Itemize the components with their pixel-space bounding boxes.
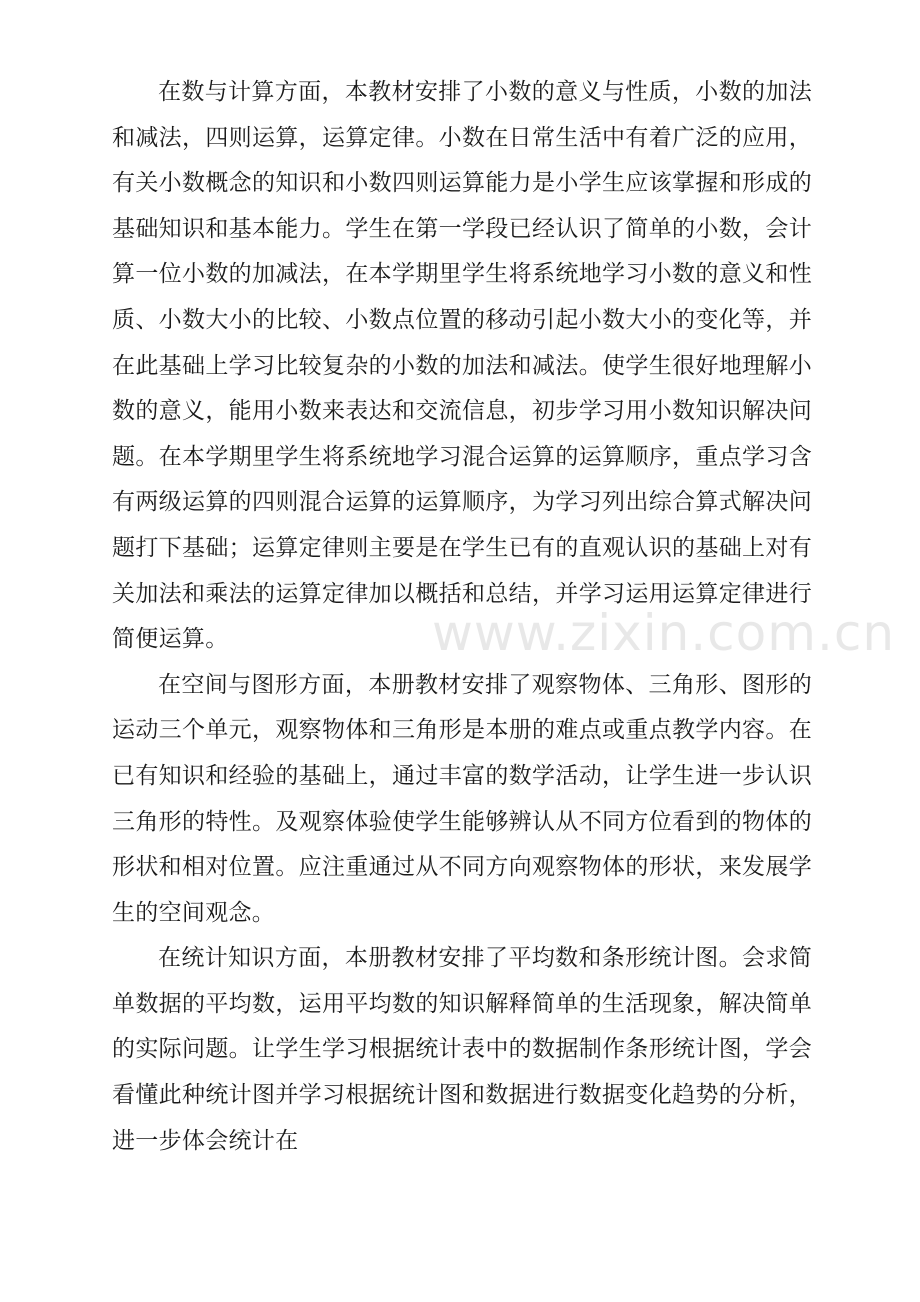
paragraph-space-and-shapes: 在空间与图形方面，本册教材安排了观察物体、三角形、图形的运动三个单元，观察物体和三角形是本册的难点或重点教学内容。在已有知识和经验的基础上，通过丰富的数学活动，让学生进一步认识三角形的特性。及观察体验使学生能够辨认从不同方位看到的物体的形状和相对位置。应注重通过从不同方向观察物体的形状，来发展学生的空间观念。 bbox=[112, 671, 812, 926]
document-body bbox=[112, 70, 812, 1164]
paragraph-statistics: 在统计知识方面，本册教材安排了平均数和条形统计图。会求简单数据的平均数，运用平均数的知识解释简单的生活现象，解决简单的实际问题。让学生学习根据统计表中的数据制作条形统计图，学会看懂此种统计图并学习根据统计图和数据进行数据变化趋势的分析，进一步体会统计在 bbox=[112, 945, 812, 1154]
paragraph-numbers-and-calculation: 在数与计算方面，本教材安排了小数的意义与性质，小数的加法和减法，四则运算，运算定律。小数在日常生活中有着广泛的应用，有关小数概念的知识和小数四则运算能力是小学生应该掌握和形成的基础知识和基本能力。学生在第一学段已经认识了简单的小数，会计算一位小数的加减法，在本学期里学生将系统地学习小数的意义和性质、小数大小的比较、小数点位置的移动引起小数大小的变化等，并在此基础上学习比较复杂的小数的加法和减法。使学生很好地理解小数的意义，能用小数来表达和交流信息，初步学习用小数知识解决问题。在本学期里学生将系统地学习混合运算的运算顺序，重点学习含有两级运算的四则混合运算的运算顺序，为学习列出综合算式解决问题打下基础；运算定律则主要是在学生已有的直观认识的基础上对有关加法和乘法的运算定律加以概括和总结，并学习运用运算定律进行简便运算。 bbox=[112, 79, 812, 653]
watermark-text: www.zixin.com.cn bbox=[432, 604, 896, 662]
